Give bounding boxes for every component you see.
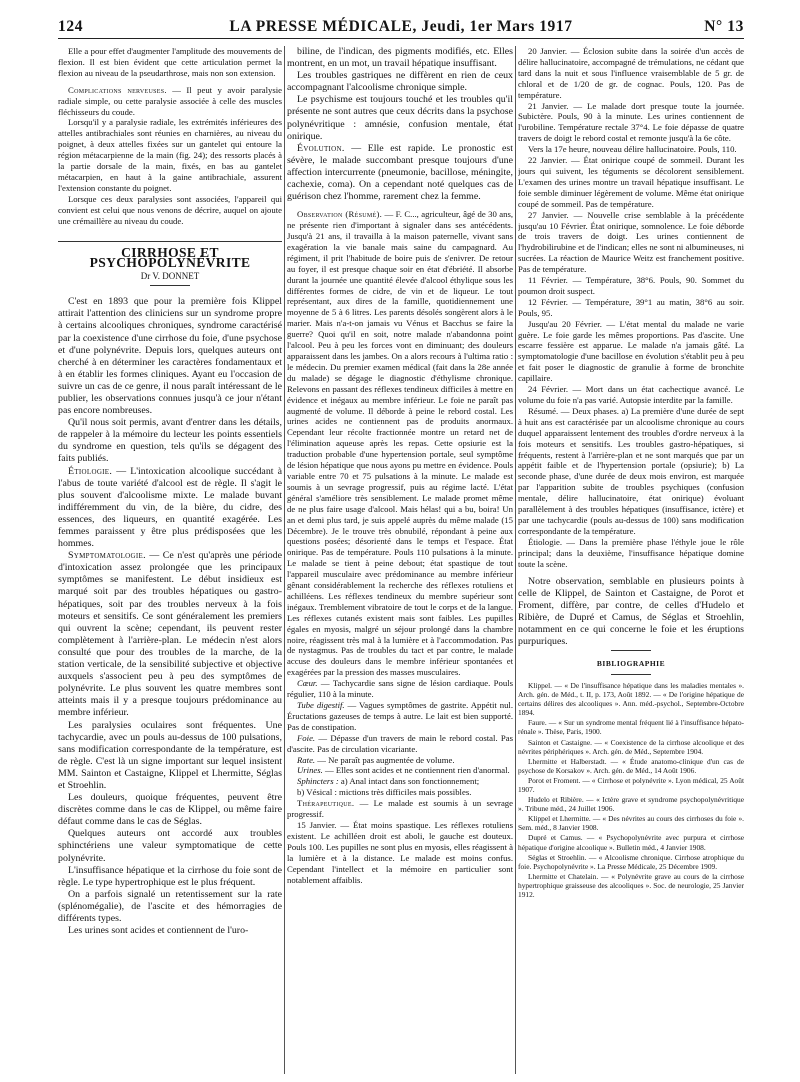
paragraph-text: — Elles sont acides et ne contiennent rien d'anormal. [322,765,510,776]
paragraph-text: — Le malade est soumis à un sevrage progressif. [287,798,513,820]
column-divider [284,46,285,1074]
paragraph: Le psychisme est toujours touché et les troubles qu'il présente ne sont autres que ceux décrits dans la psychose polynévritique : amnésie, confusion mentale, état onirique. [287,94,513,142]
reference: Klippel et Lhermitte. — « Des névrites au cours des cirrhoses du foie ». Sem. méd., 8 Janvier 1908. [518,814,744,833]
reference: Sainton et Castaigne. — « Coexistence de la cirrhose alcoolique et des névrites périphériques ». Arch. gén. de Méd., Septembre 1904. [518,737,744,756]
paragraph: Les paralysies oculaires sont fréquentes. Une tachycardie, avec un pouls au-dessus de 100 pulsations, sans modification correspondante de la température, est de règle. C'est là un signe important sur lequel insistent MM. Sainton et Castaigne, Klippel et Lhermitte, Séglas et Stroehlin. [58,719,282,791]
paragraph: L'insuffisance hépatique et la cirrhose du foie sont de règle. Le type hypertrophique est le plus fréquent. [58,864,282,888]
section-heading: Foie. [297,732,316,743]
section-heading: Sphincters : [297,776,339,787]
paragraph: C'est en 1893 que pour la première fois Klippel attirait l'attention des cliniciens sur un syndrome propre à certains alcooliques chroniques, syndrome caractérisé par la coexistence d'une cirrhose du foie, d'une psychose et d'une polynévrite. Depuis lors, quelques auteurs ont cherché à en déterminer les caractères fondamentaux et à en établir les formes cliniques. Ayant eu l'occasion de suivre un cas de ce genre, il nous paraît intéressant de le publier, les observations connues jusqu'à ce jour n'étant pas encore nombreuses. [58,296,282,417]
paragraph: Résumé. — Deux phases. a) La première d'une durée de sept à huit ans est caractérisée par un alcoolisme chronique au cours duquel apparaissent lentement des troubles d'ordre nerveux à la fois moteurs et sensitifs. Les troubles gastro-hépatiques, si fréquents, restent à l'arrière-plan et ne sont marqués que par un appétit faible et de l'hypertension portale (opsiurie); b) La seconde phase, d'une durée de deux mois environ, est marquée par l'apparition subite de troubles psychiques (confusion mentale, délire hallucinatoire, état onirique) évoluant parallèlement à des troubles hépatiques (insuffisance, ictère) et par une tachycardie (pouls au-dessus de 100) sans modification correspondante de la température. [518,405,744,536]
paragraph: Lorsqu'il y a paralysie radiale, les extrémités inférieures des attelles antibrachiales sont réunies en charnières, au niveau du poignet, à deux attelles fixées sur un gantelet qui entoure la région métacarpienne de la main (fig. 24); des ressorts placés à la partie dorsale de la main, fixés, en bas au gantelet métacarpien, en haut à la gaine antibrachiale, assurent l'extension constante du poignet. [58,117,282,193]
paragraph: Étiologie. — Dans la première phase l'éthyle joue le rôle principal; dans la deuxième, l'insuffisance hépatique domine toute la scène. [518,536,744,569]
paragraph: Lorsque ces deux paralysies sont associées, l'appareil qui convient est celui que nous venons de décrire, auquel on ajoute une crémaillère au niveau du coude. [58,193,282,226]
paragraph [287,209,513,678]
paragraph [287,733,513,755]
reference: Séglas et Stroehlin. — « Alcoolisme chronique. Cirrhose atrophique du foie. Psychopolynévrite ». La Presse Médicale, 25 Décembre 1909. [518,852,744,871]
paragraph: 27 Janvier. — Nouvelle crise semblable à la précédente jusqu'au 10 Février. État onirique, somnolence. Le foie déborde de trois travers de doigt. Les urines contiennent de l'hydrobilirubine et de l'indican; elles ne sont ni albumineuses, ni sucrées. La réaction de Maurice Weitz est franchement positive. Pas de température. [518,209,744,275]
paragraph [287,700,513,733]
section-heading: Tube digestif. [297,700,345,710]
paragraph-text: — Tachycardie sans signe de lésion cardiaque. Pouls régulier, 110 à la minute. [287,678,513,700]
paragraph [287,755,513,766]
divider [611,650,651,651]
issue-number: N° 13 [704,18,744,35]
column-divider [515,46,516,1074]
reference: Klippel. — « De l'insuffisance hépatique dans les maladies mentales ». Arch. gén. de Méd., t. II, p. 173, Août 1892. — « De l'origine hépatique de certains délires des alcooliques ». Ann. méd.-psychol., Septembre-Octobre 1894. [518,680,744,718]
paragraph: Elle a pour effet d'augmenter l'amplitude des mouvements de flexion. Il est bien évident que cette articulation permet la flexion au niveau de la pseudarthrose, mais non son extension. [58,46,282,78]
section-heading: Complications nerveuses. [68,84,167,95]
paragraph: 12 Février. — Température, 39°1 au matin, 38°6 au soir. Pouls, 95. [518,296,744,318]
paragraph: 21 Janvier. — Le malade dort presque toute la journée. Subictère. Pouls, 90 à la minute. Les urines contiennent de l'urobiline. Température rectale 37°4. Le foie dépasse de quatre travers de doigt le rebord costal et remonte jusqu'à la 6e côte. [518,100,744,144]
paragraph: Jusqu'au 20 Février. — L'état mental du malade ne varie guère. Le foie garde les mêmes proportions. Pas d'ascite. Une escarre fessière est apparue. Le malade n'a jamais gâté. La symptomatologie d'une bacillose en évolution s'établit peu à peu et fait poser le diagnostic de granulie à forme de bronchite capillaire. [518,318,744,384]
paragraph: Qu'il nous soit permis, avant d'entrer dans les détails, de rappeler à la mémoire du lecteur les points essentiels du syndrome en question, tels qu'ils se dégagent des faits publiés. [58,417,282,465]
journal-title: LA PRESSE MÉDICALE, Jeudi, 1er Mars 1917 [229,18,573,35]
reference: Porot et Froment. — « Cirrhose et polynévrite ». Lyon médical, 25 Août 1907. [518,775,744,794]
reference: Dupré et Camus. — « Psychopolynévrite avec purpura et cirrhose hépatique d'origine alcoolique ». Bulletin méd., 4 Janvier 1908. [518,833,744,852]
paragraph: Les urines sont acides et contiennent de l'uro- [68,925,249,937]
paragraph [287,776,513,787]
bibliography-title: BIBLIOGRAPHIE [596,659,666,669]
paragraph [58,466,282,551]
paragraph: Quelques auteurs ont accordé aux troubles sphinctériens une valeur symptomatique de cette polynévrite. [58,828,282,864]
section-heading: Évolution. [297,142,345,154]
paragraph [287,798,513,820]
section-heading: Urines. [297,765,323,776]
divider [611,674,651,675]
paragraph: b) Vésical : mictions très difficiles mais possibles. [297,787,472,798]
column-2 [287,46,513,1076]
divider [150,285,190,286]
paragraph: biline, de l'indican, des pigments modifiés, etc. Elles montrent, en un mot, un travail hépatique insuffisant. [287,46,513,70]
section-heading: Cœur. [297,678,318,689]
paragraph: 11 Février. — Température, 38°6. Pouls, 90. Sommet du poumon droit suspect. [518,275,744,296]
paragraph [58,550,282,719]
paragraph: Les troubles gastriques ne diffèrent en rien de ceux accompagnant l'alcoolisme chronique simple. [287,70,513,94]
section-heading: Symptomatologie. [68,550,146,562]
page-number: 124 [58,18,84,35]
paragraph: Notre observation, semblable en plusieurs points à celle de Klippel, de Sainton et Castaigne, de Porot et Froment, diffère, par contre, de celles d'Hudelo et Ribière, de Dupré et Camus, de Séglas et Stroehlin, notamment en ce qui concerne le foie et les éruptions purpuriques. [518,575,744,647]
column-3 [518,46,744,1076]
paragraph-text: — Ce n'est qu'après une période d'intoxication assez prolongée que les principaux symptômes se manifestent. Le début insidieux est marqué soit par des troubles hépatiques ou gastro-hépatiques, soit par des troubles nerveux à la fois moteurs et sensitifs. Ce sont généralement les premiers qui ouvrent la scène; cependant, ils peuvent rester complètement à l'arrière-plan. Le médecin n'est alors consulté que pour des troubles de la marche, de la station verticale, de la sensibilité subjective et objective auxquels s'associent peu à peu des symptômes de polynévrite. Le plus souvent les quatre membres sont atteints mais il y a presque toujours prédominance au membre inférieur. [58,550,282,719]
page-header [58,16,744,39]
paragraph [58,85,282,118]
paragraph [287,143,513,203]
paragraph [287,678,513,700]
paragraph: 22 Janvier. — État onirique coupé de sommeil. Durant les jours qui suivent, les téguments se décolorent sensiblement. L'examen des urines montre un travail hépatique insuffisant. Le foie semble diminuer légèrement de volume. Même état onirique coupé de sommeil. Pas de température. [518,155,744,209]
paragraph: Les douleurs, quoique fréquentes, peuvent être discrètes comme dans le cas de Klippel, ou même faire défaut comme dans le cas de Séglas. [58,792,282,828]
column-1 [58,46,282,1076]
section-heading: Thérapeutique. [297,798,355,809]
paragraph-text: — L'intoxication alcoolique succédant à l'abus de toute variété d'alcool est de règle. Il s'agit le plus souvent d'alcoolisme mixte. Le malade buvant indifféremment du vin, de la bière, du cidre, des essences, des liqueurs, en quantité exagérée. Les femmes paraissent y être plus prédisposées que les hommes. [58,465,282,550]
section-heading: Observation (Résumé). [297,209,383,220]
paragraph [287,765,513,776]
reference: Hudelo et Ribière. — « Ictère grave et syndrome psychopolynévritique ». Tribune méd., 24 Juillet 1906. [518,795,744,814]
paragraph: 15 Janvier. — État moins spastique. Les réflexes rotuliens existent. Le achilléen droit est aboli, le gauche est douteux. Pouls 100. Les pupilles ne sont plus en myosis, elles réagissent à la lumière et à la distance. Le malade est moins confus. Cependant l'intellect et la mémoire en particulier sont notablement affaiblis. [287,819,513,885]
paragraph-text: — Vagues symptômes de gastrite. Appétit nul. Éructations gazeuses de temps à autre. Le lait est bien supporté. Pas de constipation. [287,700,513,732]
article-title: CIRRHOSE ET PSYCHOPOLYNÉVRITE [58,241,282,270]
paragraph: 20 Janvier. — Éclosion subite dans la soirée d'un accès de délire hallucinatoire, accompagné de trémulations, ne cédant que tard dans la nuit et sous l'influence vraisemblable de 5 gr. de chloral et de 1/20 de gr. de cognac. Pouls, 120. Pas de température. [518,46,744,100]
section-heading: Rate. [297,754,316,765]
section-heading: Étiologie. [68,465,113,477]
paragraph: 24 Février. — Mort dans un état cachectique avancé. Le volume du foie n'a pas varié. Autopsie interdite par la famille. [518,384,744,405]
reference: Lhermitte et Chatelain. — « Polynévrite grave au cours de la cirrhose hypertrophique graisseuse des alcooliques ». Soc. de neurologie, 25 Janvier 1912. [518,871,744,900]
paragraph-text: — Il peut y avoir paralysie radiale simple, ou cette paralysie associée à celle des muscles fléchisseurs du coude. [58,84,282,117]
paragraph: On a parfois signalé un retentissement sur la rate (splénomégalie), de l'ascite et des hémorragies de différents types. [58,888,282,924]
paragraph-text: — Dépasse d'un travers de main le rebord costal. Pas d'ascite. Pas de circulation vicariante. [287,732,513,754]
paragraph: Vers la 17e heure, nouveau délire hallucinatoire. Pouls, 110. [528,144,737,155]
paragraph-text: — F. C..., agriculteur, âgé de 30 ans, ne présente rien d'important à signaler dans ses antécédents. Jusqu'à 21 ans, il travailla à la maison paternelle, vivant sans exagération la vie banale mais saine du campagnard. Au régiment, il prit l'habitude de boire puis de s'enivrer. De retour au foyer, il est presque chaque soir en état d'ébriété. Il absorbe durant la journée une quantité élevée d'alcool éthylique sous les différentes formes de cidre, de vin et de liqueur. Le tout représentant, aux dires de la famille, quotidiennement une moyenne de 5 à 6 litres. Les parents désolés songèrent alors à le marier. Mais n'a-t-on jamais vu Vénus et Bacchus se faire la guerre? Quoi qu'il en soit, notre malade n'abandonna point l'alcool. Peu à peu les forces vont en diminuant; des douleurs apparaissent dans les jambes. On a alors recours à l'ultima ratio : le médecin. Du premier examen médical (fait dans la 28e année du malade) se dégage le diagnostic d'éthylisme chronique. Relevons en passant des réflexes tendineux difficiles à mettre en évidence et inégaux au membre inférieur. Le foie ne paraît pas augmenté de volume. Il déborde à peine le rebord costal. Les urines acides ne contiennent pas de produits anormaux. Cependant leur récolte fractionnée montre un retard net de l'élimination aqueuse après les repas. Cette opsiurie est la traduction probable d'une hypertension portale, seul symptôme de lésion hépatique que nous ayons pu mettre en évidence. Pouls variable entre 70 et 75 pulsations à la minute. Le malade est soumis à un sevrage progressif, puis au régime lacté. L'état général s'améliore très sensiblement. Le malade promet même de ne plus faire usage d'alcool. Mais hélas! qui a bu, boira! Un an et demi plus tard, je suis appelé auprès du même malade (15 Décembre). Je le trouve très obnubilé, répondant à peine aux questions posées; désorienté dans le temps et l'espace. État onirique. Pas de température. Pouls 110 pulsations à la minute. Le malade se tient à peine debout; état spastique de tout l'appareil musculaire avec prédominance au membre inférieur gênant considérablement la recherche des réflexes rotuliens et achilléens. Les réflexes tendineux du membre supérieur sont inégaux. Tremblement vibratoire de tout le corps et de la langue. Les réflexes cutanés existent mais sont faibles. Les pupilles égales en myosis, malgré un séjour prolongé dans la chambre noire, réagissent très mal à la lumière et à l'accommodation. Pas de nystagmus. Pas de troubles du tact et par contre, le malade accuse des douleurs dans le membre inférieur spontanées et exagérées par la pression des masses musculaires. [287,209,513,678]
reference: Faure. — « Sur un syndrome mental fréquent lié à l'insuffisance hépato-rénale ». Thèse, Paris, 1900. [518,718,744,737]
reference: Lhermitte et Halberstadt. — « Étude anatomo-clinique d'un cas de psychose de Korsakov ». Arch. gén. de Méd., 14 Août 1906. [518,756,744,775]
paragraph-text: — Elle est rapide. Le pronostic est sévère, le malade succombant presque toujours d'une affection intercurrente (pneumonie, bacillose, méningite, cachexie, coma). On a cependant noté quelques cas de guérison chez l'homme, rarement chez la femme. [287,142,513,203]
paragraph-text: a) Anal intact dans son fonctionnement; [338,776,480,787]
paragraph-text: — Ne paraît pas augmentée de volume. [315,754,455,765]
article-author: Dr V. DONNET [140,271,200,282]
